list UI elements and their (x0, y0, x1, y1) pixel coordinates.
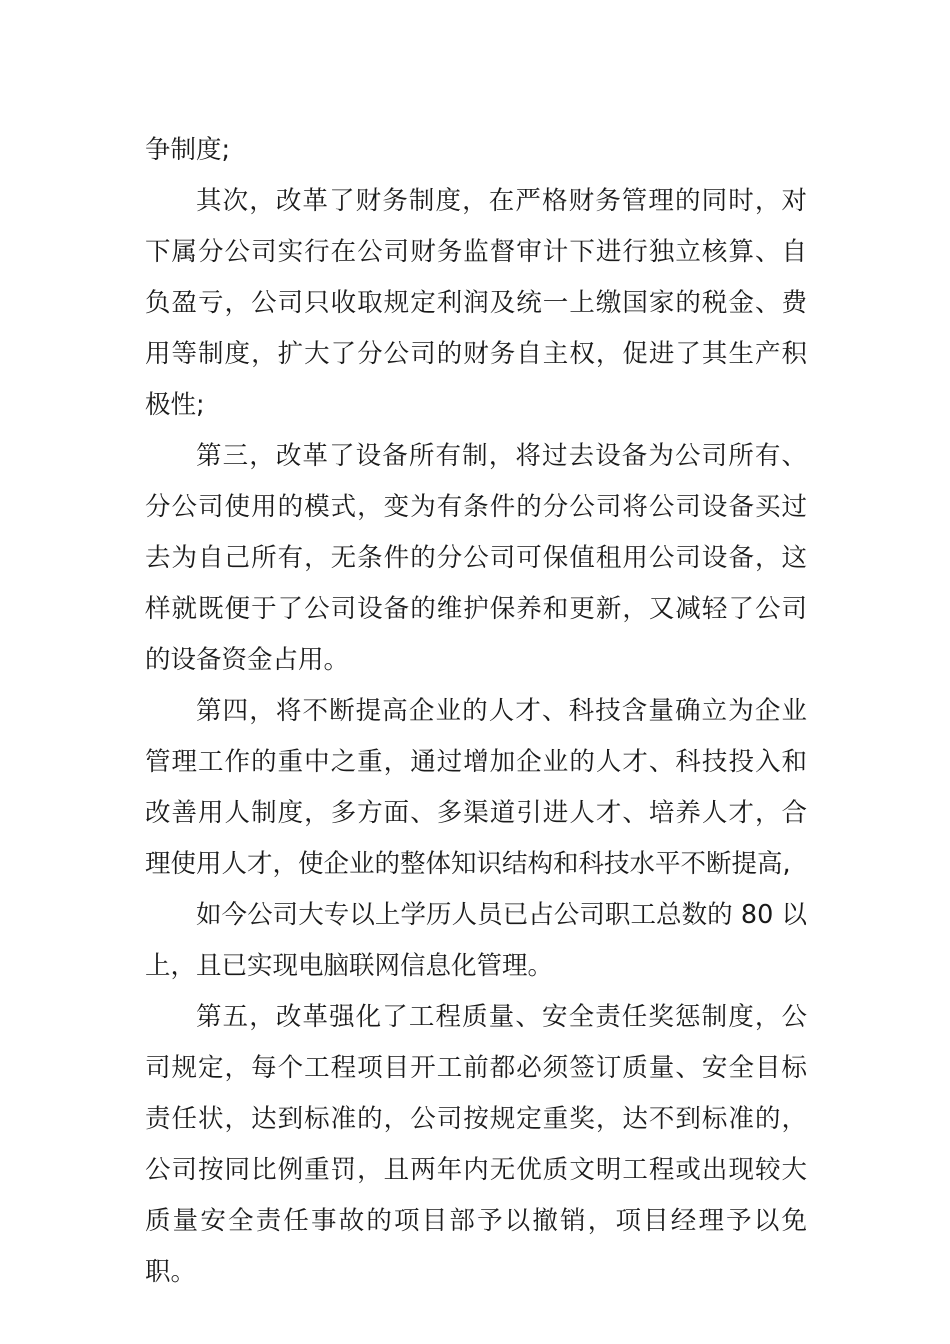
paragraph-6: 第五，改革强化了工程质量、安全责任奖惩制度，公司规定，每个工程项目开工前都必须签订质量、安全目标责任状，达到标准的，公司按规定重奖，达不到标准的，公司按同比例重罚，且两年内无优质文明工程或出现较大质量安全责任事故的项目部予以撤销，项目经理予以免职。 (145, 1002, 807, 1287)
paragraph-2: 其次，改革了财务制度，在严格财务管理的同时，对下属分公司实行在公司财务监督审计下进行独立核算、自负盈亏，公司只收取规定利润及统一上缴国家的税金、费用等制度，扩大了分公司的财务自主权，促进了其生产积极性; (145, 186, 807, 420)
paragraph-5: 如今公司大专以上学历人员已占公司职工总数的 80 以上，且已实现电脑联网信息化管理。 (145, 900, 807, 981)
paragraph-4: 第四，将不断提高企业的人才、科技含量确立为企业管理工作的重中之重，通过增加企业的人才、科技投入和改善用人制度，多方面、多渠道引进人才、培养人才，合理使用人才，使企业的整体知识结构和科技水平不断提高, (145, 696, 807, 879)
paragraph-3: 第三，改革了设备所有制，将过去设备为公司所有、分公司使用的模式，变为有条件的分公司将公司设备买过去为自己所有，无条件的分公司可保值租用公司设备，这样就既便于了公司设备的维护保养和更新，又减轻了公司的设备资金占用。 (145, 441, 807, 675)
paragraph-1: 争制度; (145, 135, 231, 165)
document-body (145, 125, 807, 1298)
